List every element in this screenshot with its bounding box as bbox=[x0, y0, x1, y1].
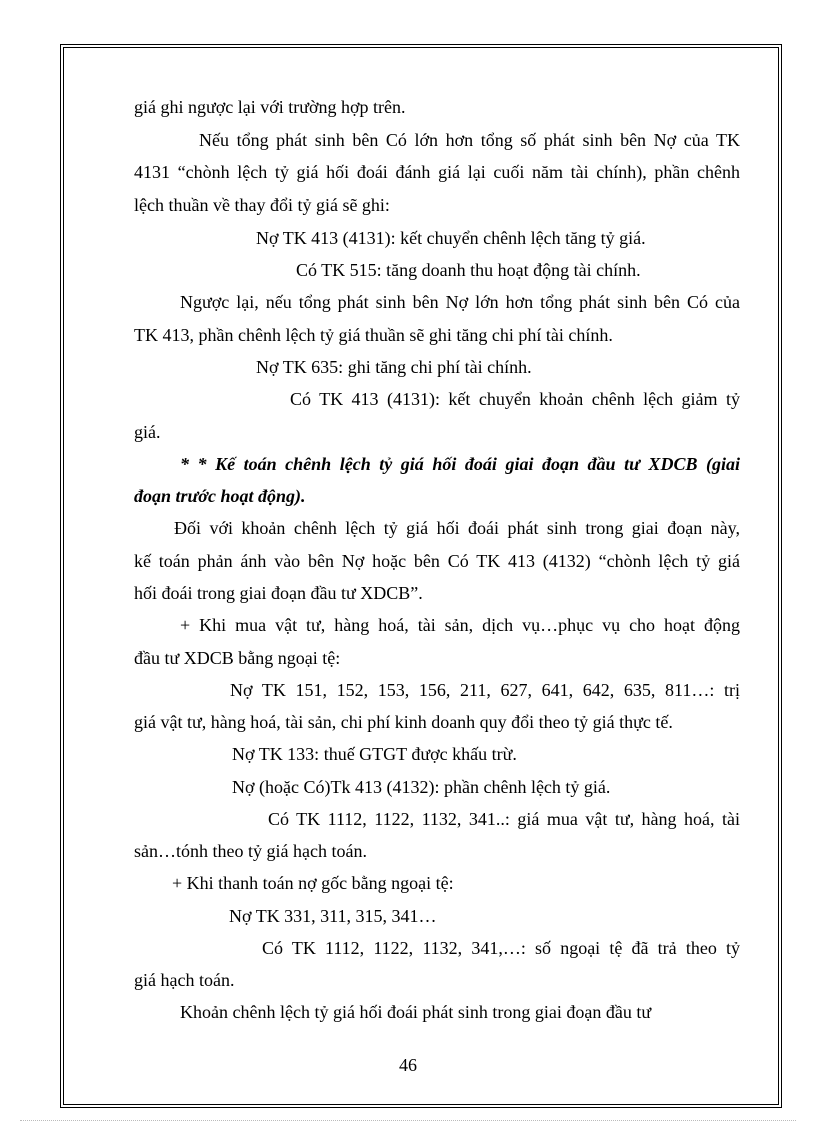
text-line-14: Đối với khoản chênh lệch tỷ giá hối đoái phát sinh trong giai đoạn này, bbox=[174, 518, 740, 538]
text-line-5: Nợ TK 413 (4131): kết chuyển chênh lệch tăng tỷ giá. bbox=[256, 228, 646, 248]
text-line-29: Khoản chênh lệch tỷ giá hối đoái phát sinh trong giai đoạn đầu tư bbox=[180, 1002, 652, 1022]
text-line-22: Nợ (hoặc Có)Tk 413 (4132): phần chênh lệch tỷ giá. bbox=[232, 777, 611, 797]
text-line-11: giá. bbox=[134, 422, 161, 442]
bottom-dotted-rule bbox=[20, 1120, 796, 1121]
text-line-2: Nếu tổng phát sinh bên Có lớn hơn tổng số phát sinh bên Nợ của TK bbox=[199, 130, 740, 150]
text-line-21: Nợ TK 133: thuế GTGT được khấu trừ. bbox=[232, 744, 517, 764]
text-line-16: hối đoái trong giai đoạn đầu tư XDCB”. bbox=[134, 583, 423, 603]
text-line-8: TK 413, phần chênh lệch tỷ giá thuần sẽ ghi tăng chi phí tài chính. bbox=[134, 325, 613, 345]
section-heading-line-2: đoạn trước hoạt động). bbox=[134, 486, 306, 506]
text-line-1: giá ghi ngược lại với trường hợp trên. bbox=[134, 97, 406, 117]
text-line-27: Có TK 1112, 1122, 1132, 341,…: số ngoại tệ đã trả theo tỷ bbox=[262, 938, 740, 958]
text-line-4: lệch thuần về thay đổi tỷ giá sẽ ghi: bbox=[134, 195, 390, 215]
text-line-26: Nợ TK 331, 311, 315, 341… bbox=[229, 906, 437, 926]
text-line-19: Nợ TK 151, 152, 153, 156, 211, 627, 641, 642, 635, 811…: trị bbox=[230, 680, 740, 700]
text-line-6: Có TK 515: tăng doanh thu hoạt động tài chính. bbox=[296, 260, 641, 280]
text-line-23: Có TK 1112, 1122, 1132, 341..: giá mua vật tư, hàng hoá, tài bbox=[268, 809, 740, 829]
section-heading-line-1: * * Kế toán chênh lệch tỷ giá hối đoái giai đoạn đầu tư XDCB (giai bbox=[180, 454, 740, 474]
text-line-7: Ngược lại, nếu tổng phát sinh bên Nợ lớn hơn tổng phát sinh bên Có của bbox=[180, 292, 740, 312]
text-line-20: giá vật tư, hàng hoá, tài sản, chi phí kinh doanh quy đổi theo tỷ giá thực tế. bbox=[134, 712, 673, 732]
text-line-28: giá hạch toán. bbox=[134, 970, 235, 990]
text-line-3: 4131 “chònh lệch tỷ giá hối đoái đánh giá lại cuối năm tài chính), phần chênh bbox=[134, 162, 740, 182]
page-number: 46 bbox=[399, 1055, 417, 1075]
text-line-15: kế toán phản ánh vào bên Nợ hoặc bên Có TK 413 (4132) “chònh lệch tỷ giá bbox=[134, 551, 740, 571]
text-line-24: sản…tónh theo tỷ giá hạch toán. bbox=[134, 841, 367, 861]
text-line-25: + Khi thanh toán nợ gốc bằng ngoại tệ: bbox=[172, 873, 454, 893]
text-line-9: Nợ TK 635: ghi tăng chi phí tài chính. bbox=[256, 357, 532, 377]
text-line-18: đầu tư XDCB bằng ngoại tệ: bbox=[134, 648, 341, 668]
text-line-17: + Khi mua vật tư, hàng hoá, tài sản, dịch vụ…phục vụ cho hoạt động bbox=[180, 615, 740, 635]
text-line-10: Có TK 413 (4131): kết chuyển khoản chênh lệch giảm tỷ bbox=[290, 389, 740, 409]
